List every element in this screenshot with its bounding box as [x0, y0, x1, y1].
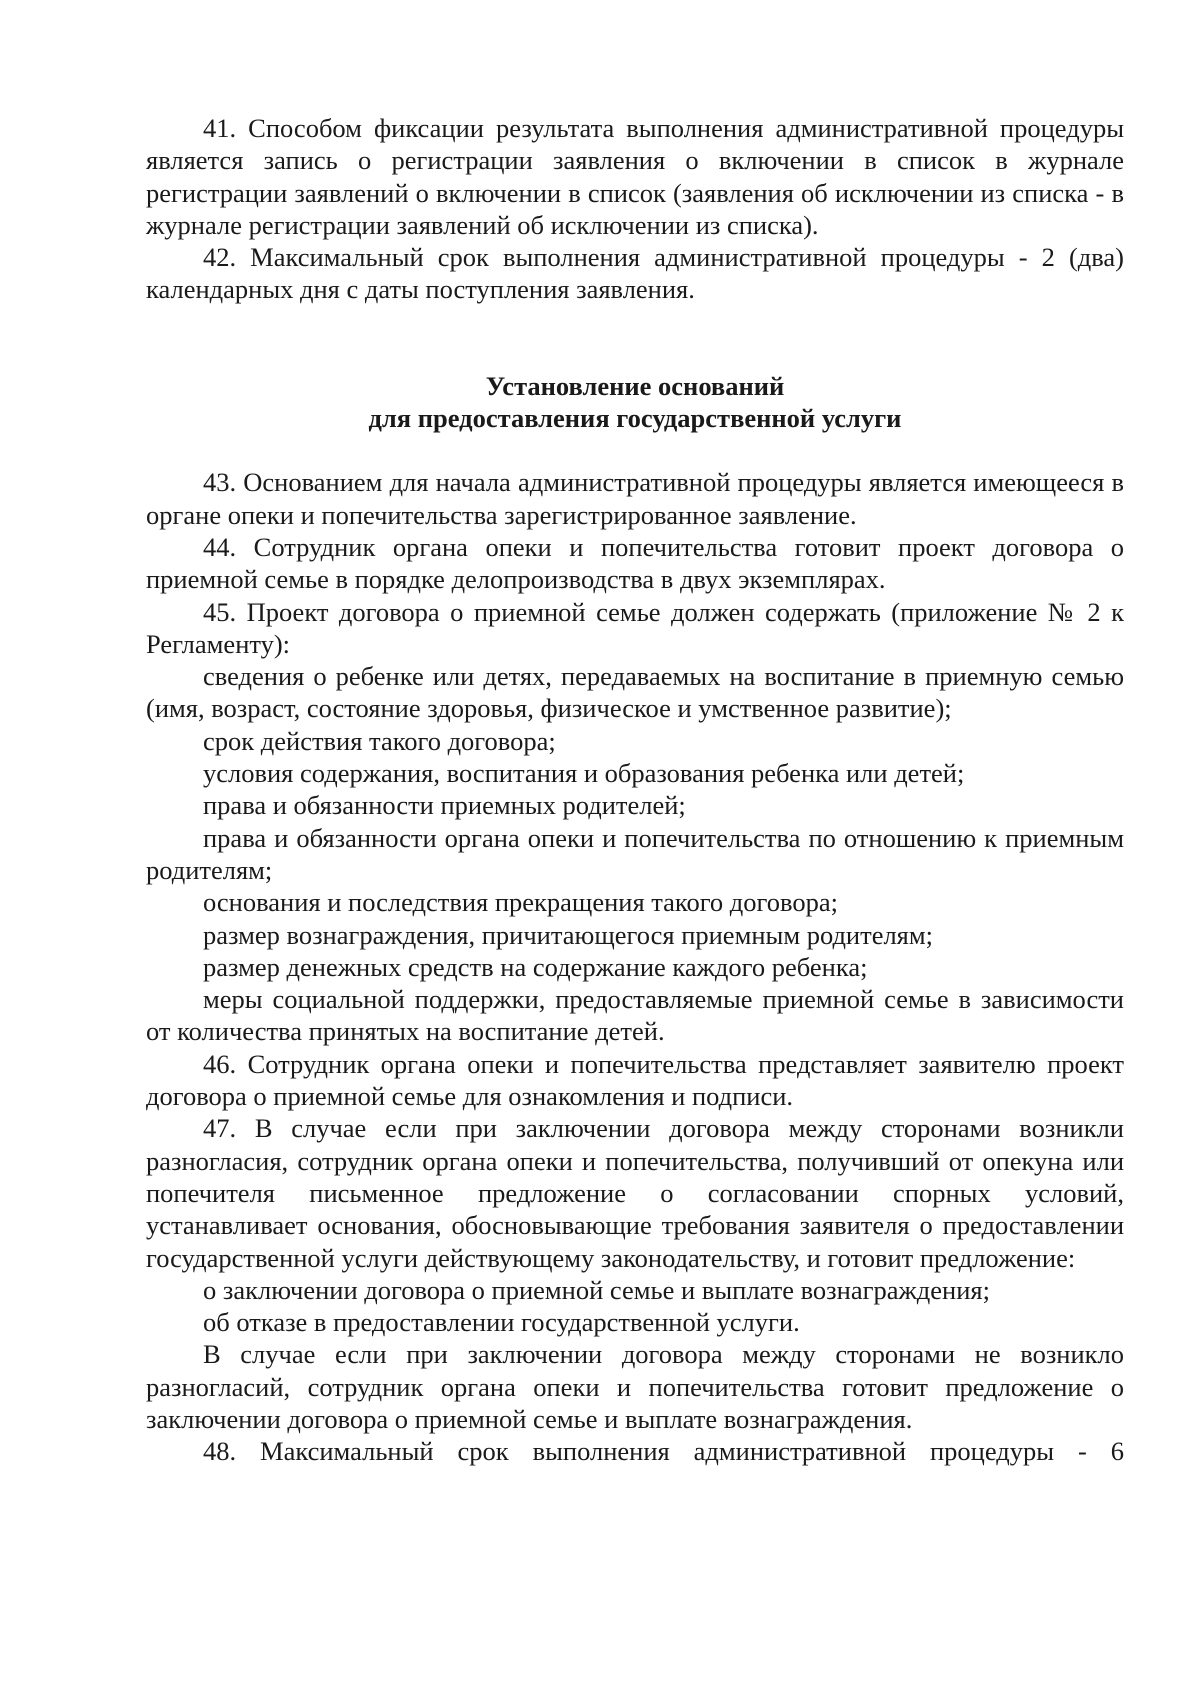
list-item: права и обязанности приемных родителей;	[203, 790, 686, 821]
list-item: основания и последствия прекращения такого договора;	[203, 887, 838, 918]
paragraph-42: 42. Максимальный срок выполнения административной процедуры - 2 (два) календарных дня с даты поступления заявления.	[146, 242, 1124, 305]
list-item: размер вознаграждения, причитающегося приемным родителям;	[203, 919, 934, 950]
paragraph-48: 48. Максимальный срок выполнения административной процедуры - 6	[203, 1436, 1124, 1467]
list-item: сведения о ребенке или детях, передаваемых на воспитание в приемную семью (имя, возраст, состояние здоровья, физическое и умственное развитие);	[146, 661, 1124, 724]
list-item: условия содержания, воспитания и образования ребенка или детей;	[203, 758, 965, 789]
list-item: срок действия такого договора;	[203, 725, 556, 756]
list-item: права и обязанности органа опеки и попечительства по отношению к приемным родителям;	[146, 822, 1124, 885]
paragraph-47-tail: В случае если при заключении договора между сторонами не возникло разногласий, сотрудник органа опеки и попечительства готовит предложение о заключении договора о приемной семье и выплате вознаграждения.	[146, 1339, 1124, 1434]
section-heading-line-1: Установление оснований	[485, 370, 785, 401]
document-body	[146, 112, 1124, 1468]
list-item: об отказе в предоставлении государственной услуги.	[203, 1307, 800, 1338]
list-item: о заключении договора о приемной семье и выплате вознаграждения;	[203, 1274, 990, 1305]
section-heading-line-2: для предоставления государственной услуги	[368, 403, 902, 434]
paragraph-43: 43. Основанием для начала административной процедуры является имеющееся в органе опеки и попечительства зарегистрированное заявление.	[146, 467, 1124, 530]
spacer	[146, 306, 1124, 370]
spacer	[146, 434, 1124, 466]
list-item: размер денежных средств на содержание каждого ребенка;	[203, 951, 868, 982]
paragraph-46: 46. Сотрудник органа опеки и попечительства представляет заявителю проект договора о приемной семье для ознакомления и подписи.	[146, 1048, 1124, 1112]
paragraph-47: 47. В случае если при заключении договора между сторонами возникли разногласия, сотрудник органа опеки и попечительства, получивший от опекуна или попечителя письменное предложение о согласовании спорных условий, устанавливает основания, обосновывающие требования заявителя о предоставлении государственной услуги действующему законодательству, и готовит предложение:	[146, 1113, 1124, 1273]
paragraph-45: 45. Проект договора о приемной семье должен содержать (приложение № 2 к Регламенту):	[146, 596, 1124, 659]
list-item: меры социальной поддержки, предоставляемые приемной семье в зависимости от количества принятых на воспитание детей.	[146, 984, 1124, 1047]
paragraph-44: 44. Сотрудник органа опеки и попечительства готовит проект договора о приемной семье в порядке делопроизводства в двух экземплярах.	[146, 531, 1124, 595]
paragraph-41: 41. Способом фиксации результата выполнения административной процедуры является запись о регистрации заявления о включении в список в журнале регистрации заявлений о включении в список (заявления об исключении из списка - в журнале регистрации заявлений об исключении из списка).	[146, 113, 1124, 240]
